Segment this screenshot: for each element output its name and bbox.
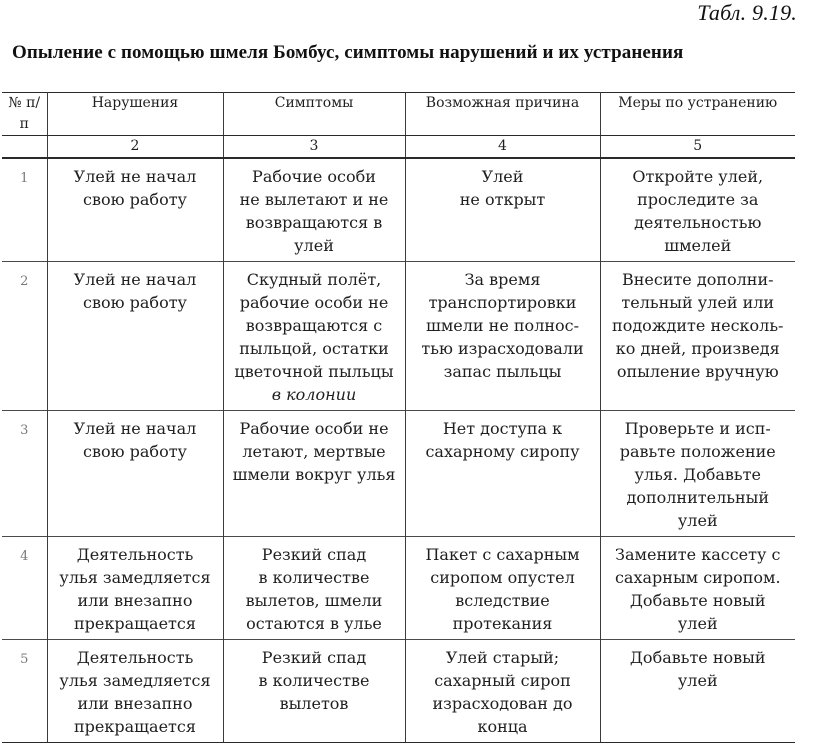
remedy-text: Внесите дополни- тельный улей или подождите несколь- ко дней, произведя опыление вручную [612, 270, 784, 381]
remedy-text: Добавьте новый улей [629, 648, 766, 690]
row-number: 2 [2, 262, 47, 411]
violation-cell [47, 411, 223, 537]
table-row [2, 640, 795, 743]
remedy-cell [600, 158, 795, 262]
cause-text: Пакет с сахарным сиропом опустел вследствие протекания [425, 545, 580, 633]
header-symptoms: Симптомы [223, 93, 405, 136]
cause-cell [405, 537, 600, 640]
symptoms-text: Резкий спад в количестве вылетов [258, 648, 370, 713]
symptoms-italic-text: в колонии [271, 385, 357, 404]
remedy-text: Замените кассету с сахарным сиропом. Добавьте новый улей [614, 545, 781, 633]
header-row [2, 93, 795, 136]
row-number: 1 [2, 158, 47, 262]
cause-cell [405, 640, 600, 743]
remedy-cell [600, 640, 795, 743]
violation-text: Деятельность улья замедляется или внезапно прекращается [59, 545, 211, 633]
violation-cell [47, 158, 223, 262]
cause-text: Нет доступа к сахарному сиропу [425, 419, 580, 461]
violation-text: Улей не начал свою работу [73, 419, 197, 461]
symptoms-cell [223, 158, 405, 262]
table-caption: Табл. 9.19. [697, 0, 797, 25]
column-number-5: 5 [600, 136, 795, 159]
table-header [2, 93, 795, 159]
violation-cell [47, 640, 223, 743]
column-number-2: 2 [47, 136, 223, 159]
symptoms-cell [223, 640, 405, 743]
symptoms-text: Скудный полёт, рабочие особи не возвращаются с пыльцой, остатки цветочной пыльцы [234, 270, 394, 381]
table-body [2, 158, 795, 743]
table-row [2, 537, 795, 640]
remedy-text: Проверьте и исп- равьте положение улья. Добавьте дополнительный улей [619, 419, 776, 530]
cause-text: Улей не открыт [459, 167, 546, 209]
cause-text: За время транспортировки шмели не полнос- тью израсходовали запас пыльцы [421, 270, 584, 381]
table-row [2, 262, 795, 411]
column-number-1 [2, 136, 47, 159]
troubleshooting-table-container [2, 92, 795, 743]
symptoms-cell [223, 537, 405, 640]
cause-cell [405, 262, 600, 411]
violation-text: Деятельность улья замедляется или внезапно прекращается [59, 648, 211, 736]
symptoms-text: Резкий спад в количестве вылетов, шмели остаются в улье [245, 545, 383, 633]
symptoms-cell [223, 262, 405, 411]
header-possible-cause: Возможная причина [405, 93, 600, 136]
violation-cell [47, 537, 223, 640]
column-number-4: 4 [405, 136, 600, 159]
violation-cell [47, 262, 223, 411]
page-title: Опыление с помощью шмеля Бомбус, симптомы нарушений и их устранения [12, 42, 684, 63]
violation-text: Улей не начал свою работу [73, 167, 197, 209]
header-remedies: Меры по устранению [600, 93, 795, 136]
troubleshooting-table [2, 92, 795, 743]
cause-cell [405, 158, 600, 262]
row-number: 4 [2, 537, 47, 640]
remedy-cell [600, 411, 795, 537]
row-number: 3 [2, 411, 47, 537]
remedy-cell [600, 537, 795, 640]
symptoms-text: Рабочие особи не летают, мертвые шмели вокруг улья [232, 419, 396, 484]
cause-cell [405, 411, 600, 537]
cause-text: Улей старый; сахарный сироп израсходован до конца [432, 648, 573, 736]
violation-text: Улей не начал свою работу [73, 270, 197, 312]
row-number: 5 [2, 640, 47, 743]
header-number: № п/п [2, 93, 47, 136]
column-number-3: 3 [223, 136, 405, 159]
remedy-cell [600, 262, 795, 411]
table-row [2, 411, 795, 537]
table-row [2, 158, 795, 262]
symptoms-text: Рабочие особи не вылетают и не возвращаются в улей [239, 167, 389, 255]
symptoms-cell [223, 411, 405, 537]
column-number-row [2, 136, 795, 159]
remedy-text: Откройте улей, проследите за деятельностью шмелей [632, 167, 764, 255]
header-violations: Нарушения [47, 93, 223, 136]
